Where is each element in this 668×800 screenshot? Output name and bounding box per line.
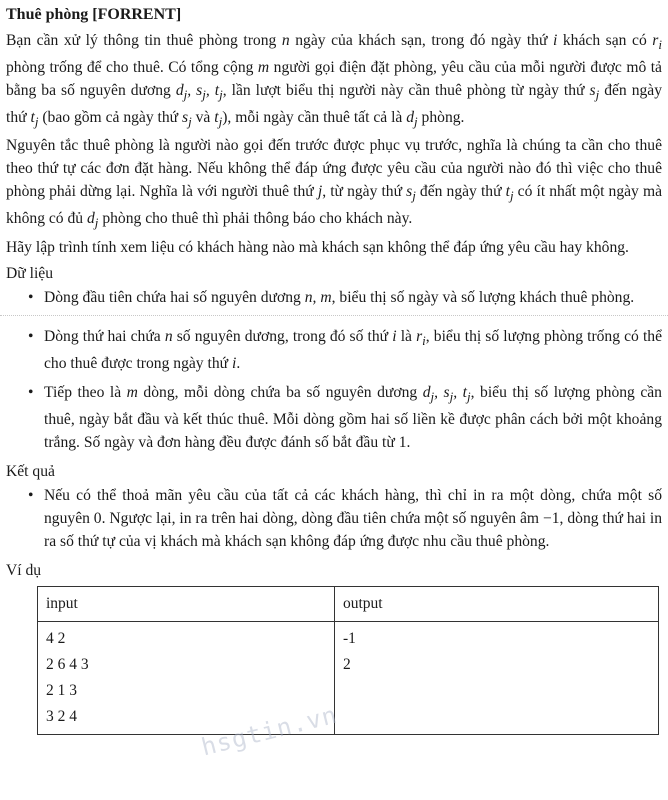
- output-line: 2: [343, 655, 351, 673]
- example-data-row: [38, 621, 659, 734]
- input-line: 2 1 3: [46, 681, 77, 699]
- watermark: hsgtin.vn: [198, 700, 341, 762]
- intro-paragraph-1: Bạn cần xử lý thông tin thuê phòng trong n ngày của khách sạn, trong đó ngày thứ i khách sạn có $r_i$ phòng trống để cho thuê. Có tổng cộng m người gọi điện đặt phòng, yêu cầu của mỗi người được mô tả bằng ba số nguyên dương $d_j$, $s_j$, $t_j$, lần lượt biểu thị người này cần thuê phòng từ ngày thứ $s_j$ đến ngày thứ $t_j$ (bao gồm cả ngày thứ $s_j$ và $t_j$), mỗi ngày cần thuê tất cả là $d_j$ phòng.: [6, 32, 663, 130]
- input-line: 3 2 4: [46, 707, 77, 725]
- example-output-cell: [335, 621, 659, 734]
- page-divider: [0, 315, 668, 317]
- output-heading: Kết quả: [6, 462, 55, 480]
- intro-paragraph-2: Nguyên tắc thuê phòng là người nào gọi đến trước được phục vụ trước, nghĩa là chúng ta cần cho thuê theo thứ tự các đơn đặt hàng. Nếu không thể đáp ứng được yêu cầu của người nào đó thì việc cho thuê phòng phải dừng lại. Nghĩa là với người thuê thứ j, từ ngày thứ $s_j$ đến ngày thứ $t_j$ có ít nhất một ngày mà không có đủ $d_j$ phòng cho thuê thì phải thông báo cho khách này.: [6, 137, 662, 231]
- output-line: -1: [343, 629, 356, 647]
- input-item-2: • Dòng thứ hai chứa n số nguyên dương, trong đó số thứ i là $r_i$, biểu thị số lượng phòng trống có thể cho thuê được trong ngày thứ i.: [6, 325, 662, 375]
- input-item-3: • Tiếp theo là m dòng, mỗi dòng chứa ba số nguyên dương $d_j$, $s_j$, $t_j$, biểu thị số lượng phòng cần thuê, ngày bắt đầu và kết thúc thuê. Mỗi dòng gồm hai số liền kề được phân cách bởi một khoảng trắng. Số ngày và đơn hàng đều được đánh số bắt đầu từ 1.: [6, 381, 662, 454]
- intro-paragraph-3: Hãy lập trình tính xem liệu có khách hàng nào mà khách sạn không thể đáp ứng yêu cầu hay không.: [6, 238, 629, 256]
- input-line: 4 2: [46, 629, 66, 647]
- example-table: [37, 586, 659, 735]
- input-list: [6, 286, 662, 309]
- output-list: [6, 484, 662, 553]
- input-list-continued: [6, 325, 662, 454]
- input-column-header: input: [38, 586, 335, 621]
- example-header-row: [38, 586, 659, 621]
- input-item-1: • Dòng đầu tiên chứa hai số nguyên dương n, m, biểu thị số ngày và số lượng khách thuê phòng.: [6, 286, 662, 309]
- input-heading: Dữ liệu: [6, 264, 53, 282]
- example-heading: Ví dụ: [6, 561, 42, 579]
- output-item-1: • Nếu có thể thoả mãn yêu cầu của tất cả các khách hàng, thì chỉ in ra một dòng, chứa một số nguyên 0. Ngược lại, in ra trên hai dòng, dòng đầu tiên chứa một số nguyên âm −1, dòng thứ hai in ra số thứ tự của vị khách mà khách sạn không đáp ứng được nhu cầu thuê phòng.: [6, 484, 662, 553]
- input-line: 2 6 4 3: [46, 655, 89, 673]
- problem-title: Thuê phòng [FORRENT]: [6, 6, 182, 23]
- output-column-header: output: [335, 586, 659, 621]
